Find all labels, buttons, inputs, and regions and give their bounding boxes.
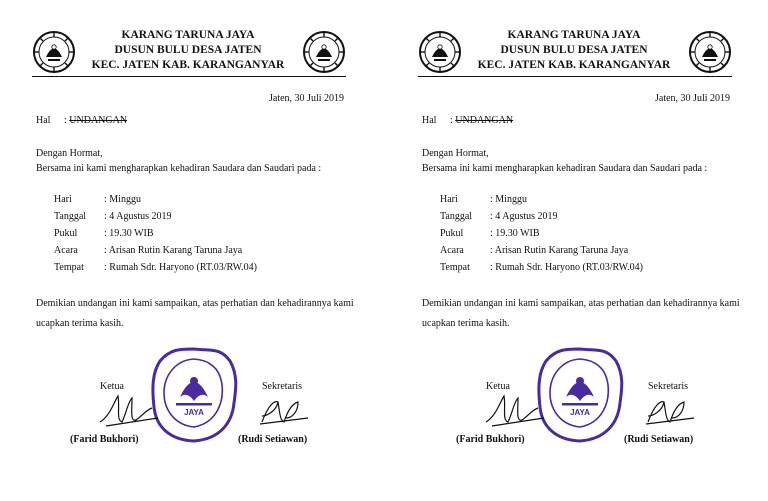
subject-colon: :	[64, 115, 67, 126]
ketua-signature-icon	[96, 392, 166, 430]
sekretaris-name: (Rudi Setiawan)	[624, 434, 694, 445]
detail-value: : 4 Agustus 2019	[490, 211, 558, 222]
detail-key: Hari	[54, 194, 72, 205]
org-district: KEC. JATEN KAB. KARANGANYAR	[91, 59, 285, 71]
letterhead	[70, 28, 306, 73]
sekretaris-signature-icon	[642, 396, 698, 428]
closing-paragraph	[36, 294, 366, 334]
ketua-signature-icon	[482, 392, 552, 430]
closing-line-1: Demikian undangan ini kami sampaikan, atas perhatian dan kehadirannya kami	[36, 298, 354, 309]
organization-logo-icon	[302, 30, 346, 74]
detail-key: Tempat	[440, 262, 470, 273]
detail-value: : Arisan Rutin Karang Taruna Jaya	[490, 245, 629, 256]
closing-line-1: Demikian undangan ini kami sampaikan, atas perhatian dan kehadirannya kami	[422, 298, 740, 309]
letter-intro	[36, 146, 321, 176]
detail-value: : Minggu	[104, 194, 141, 205]
org-name: KARANG TARUNA JAYA	[121, 29, 255, 41]
detail-value: : 19.30 WIB	[104, 228, 154, 239]
detail-key: Acara	[440, 245, 464, 256]
sekretaris-name: (Rudi Setiawan)	[238, 434, 308, 445]
sekretaris-signature-icon	[256, 396, 312, 428]
intro-sentence: Bersama ini kami mengharapkan kehadiran Saudara dan Saudari pada :	[422, 163, 708, 174]
intro-sentence: Bersama ini kami mengharapkan kehadiran Saudara dan Saudari pada :	[36, 163, 322, 174]
org-district: KEC. JATEN KAB. KARANGANYAR	[477, 59, 671, 71]
closing-line-2: ucapkan terima kasih.	[422, 318, 510, 329]
org-name: KARANG TARUNA JAYA	[507, 29, 641, 41]
detail-value: : Rumah Sdr. Haryono (RT.03/RW.04)	[490, 262, 644, 273]
subject-label: Hal	[36, 115, 51, 126]
subject-value: UNDANGAN	[69, 115, 128, 126]
detail-value: : Arisan Rutin Karang Taruna Jaya	[104, 245, 243, 256]
sekretaris-label: Sekretaris	[262, 381, 302, 392]
detail-key: Pukul	[440, 228, 464, 239]
detail-key: Tanggal	[54, 211, 87, 222]
detail-key: Acara	[54, 245, 78, 256]
subject-label: Hal	[422, 115, 437, 126]
subject-line	[422, 115, 514, 126]
org-village: DUSUN BULU DESA JATEN	[500, 44, 648, 56]
detail-value: : 19.30 WIB	[490, 228, 540, 239]
ketua-label: Ketua	[100, 381, 124, 392]
ketua-name: (Farid Bukhori)	[70, 434, 139, 445]
closing-line-2: ucapkan terima kasih.	[36, 318, 124, 329]
letter-date: Jaten, 30 Juli 2019	[269, 93, 344, 104]
subject-line	[36, 115, 128, 126]
sekretaris-label: Sekretaris	[648, 381, 688, 392]
detail-key: Tanggal	[440, 211, 473, 222]
letter-date: Jaten, 30 Juli 2019	[655, 93, 730, 104]
greeting: Dengan Hormat,	[422, 148, 489, 159]
org-village: DUSUN BULU DESA JATEN	[114, 44, 262, 56]
detail-value: : 4 Agustus 2019	[104, 211, 172, 222]
invitation-letter-right	[386, 0, 768, 501]
greeting: Dengan Hormat,	[36, 148, 103, 159]
detail-key: Tempat	[54, 262, 84, 273]
ketua-name: (Farid Bukhori)	[456, 434, 525, 445]
detail-key: Hari	[440, 194, 458, 205]
ketua-label: Ketua	[486, 381, 510, 392]
detail-value: : Rumah Sdr. Haryono (RT.03/RW.04)	[104, 262, 258, 273]
stamp-text: JAYA	[570, 408, 590, 417]
stamp-text: JAYA	[184, 408, 204, 417]
detail-key: Pukul	[54, 228, 78, 239]
letter-intro	[422, 146, 707, 176]
header-divider	[418, 76, 732, 77]
detail-value: : Minggu	[490, 194, 527, 205]
closing-paragraph	[422, 294, 752, 334]
organization-logo-icon	[688, 30, 732, 74]
letterhead	[456, 28, 692, 73]
header-divider	[32, 76, 346, 77]
subject-value: UNDANGAN	[455, 115, 514, 126]
subject-colon: :	[450, 115, 453, 126]
